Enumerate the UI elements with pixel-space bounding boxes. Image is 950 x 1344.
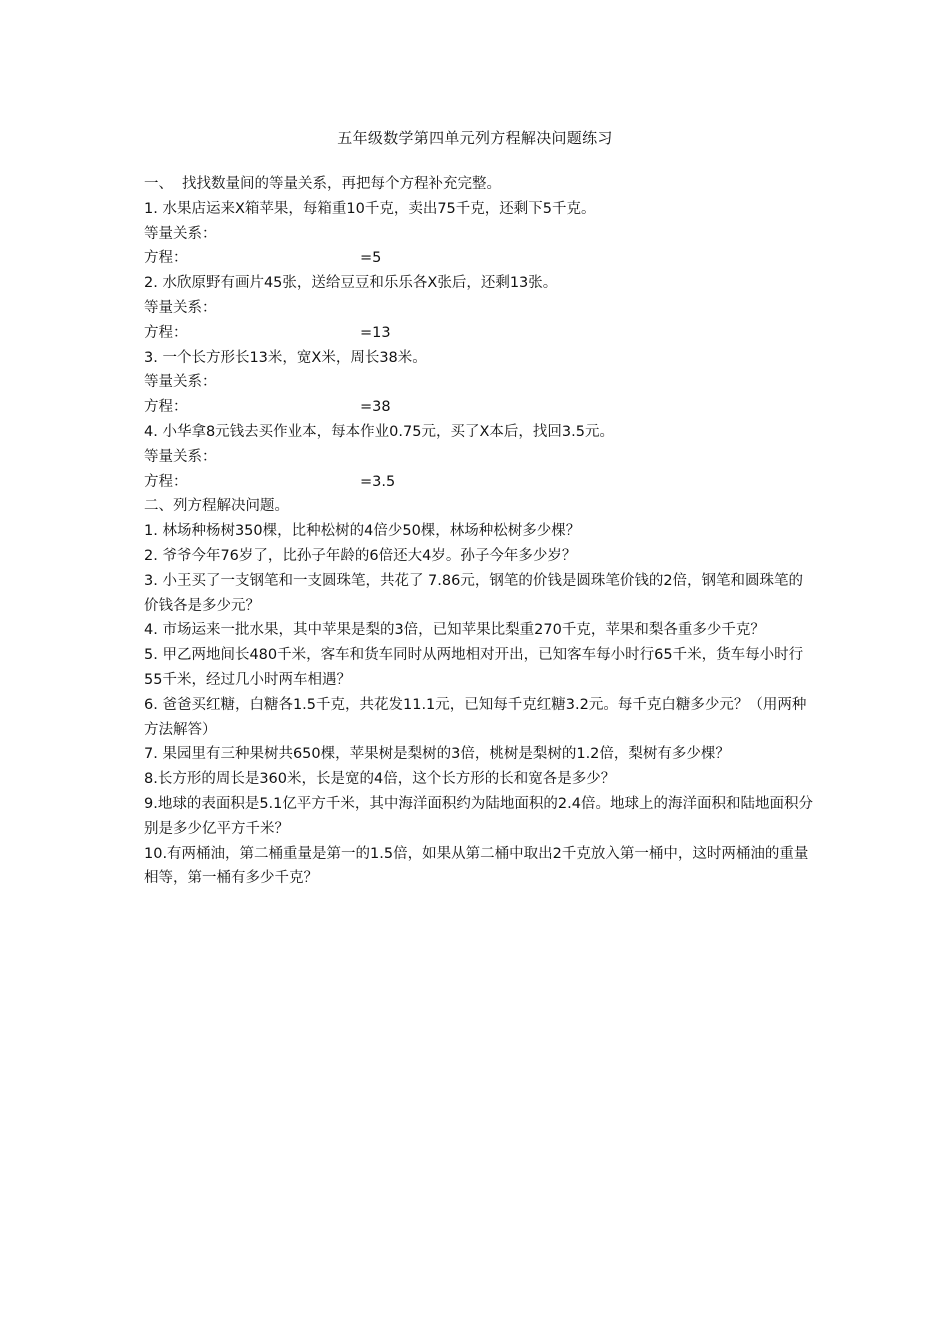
equation-line	[144, 321, 814, 346]
problem-item: 6. 爸爸买红糖，白糖各1.5千克，共花发11.1元，已知每千克红糖3.2元。每千克白糖多少元？（用两种方法解答）	[144, 696, 807, 738]
relation-label: 等量关系：	[144, 448, 217, 465]
problem-item: 10.有两桶油，第二桶重量是第一的1.5倍，如果从第二桶中取出2千克放入第一桶中，这时两桶油的重量相等，第一桶有多少千克？	[144, 845, 809, 887]
section1-item-question: 3. 一个长方形长13米，宽X米，周长38米。	[144, 349, 427, 366]
section1-heading	[144, 172, 814, 197]
equation-line	[144, 395, 814, 420]
section1-heading-number: 一、	[144, 176, 173, 192]
equation-label: 方程：	[144, 250, 188, 267]
problem-item: 4. 市场运来一批水果，其中苹果是梨的3倍，已知苹果比梨重270千克，苹果和梨各重多少千克？	[144, 622, 765, 639]
equation-rhs: =13	[360, 324, 391, 341]
equation-rhs: =3.5	[360, 473, 396, 490]
section1-item-question: 4. 小华拿8元钱去买作业本，每本作业0.75元，买了X本后，找回3.5元。	[144, 423, 614, 440]
section1-heading-text: 找找数量间的等量关系，再把每个方程补充完整。	[182, 176, 501, 192]
problem-item: 2. 爷爷今年76岁了，比孙子年龄的6倍还大4岁。孙子今年多少岁？	[144, 547, 577, 564]
equation-rhs: =38	[360, 399, 391, 416]
section1-item-question: 1. 水果店运来X箱苹果，每箱重10千克，卖出75千克，还剩下5千克。	[144, 200, 596, 217]
problem-item: 5. 甲乙两地间长480千米，客车和货车同时从两地相对开出，已知客车每小时行65千米，货车每小时行55千米，经过几小时两车相遇？	[144, 647, 804, 688]
problem-item: 3. 小王买了一支钢笔和一支圆珠笔，共花了 7.86元，钢笔的价钱是圆珠笔价钱的2倍，钢笔和圆珠笔的价钱各是多少元？	[144, 572, 804, 614]
section1-item	[144, 197, 814, 271]
document-body	[144, 172, 814, 891]
problem-item: 1. 林场种杨树350棵，比种松树的4倍少50棵，林场种松树多少棵？	[144, 523, 581, 540]
equation-line	[144, 246, 814, 271]
equation-label: 方程：	[144, 324, 188, 341]
problem-item: 8.长方形的周长是360米，长是宽的4倍，这个长方形的长和宽各是多少？	[144, 771, 616, 788]
relation-label: 等量关系：	[144, 374, 217, 391]
equation-label: 方程：	[144, 473, 188, 490]
equation-line	[144, 470, 814, 495]
section1-item	[144, 346, 814, 420]
equation-label: 方程：	[144, 399, 188, 416]
problem-item: 7. 果园里有三种果树共650棵，苹果树是梨树的3倍，桃树是梨树的1.2倍，梨树有多少棵？	[144, 746, 730, 763]
section1-item-question: 2. 水欣原野有画片45张，送给豆豆和乐乐各X张后，还剩13张。	[144, 275, 558, 292]
equation-rhs: =5	[360, 250, 382, 267]
relation-label: 等量关系：	[144, 299, 217, 316]
section2-heading: 二、列方程解决问题。	[144, 498, 289, 515]
relation-label: 等量关系：	[144, 225, 217, 242]
page-title: 五年级数学第四单元列方程解决问题练习	[337, 129, 613, 147]
section1-item	[144, 271, 814, 345]
problem-item: 9.地球的表面积是5.1亿平方千米，其中海洋面积约为陆地面积的2.4倍。地球上的海洋面积和陆地面积分别是多少亿平方千米？	[144, 795, 813, 837]
section1-item	[144, 420, 814, 494]
